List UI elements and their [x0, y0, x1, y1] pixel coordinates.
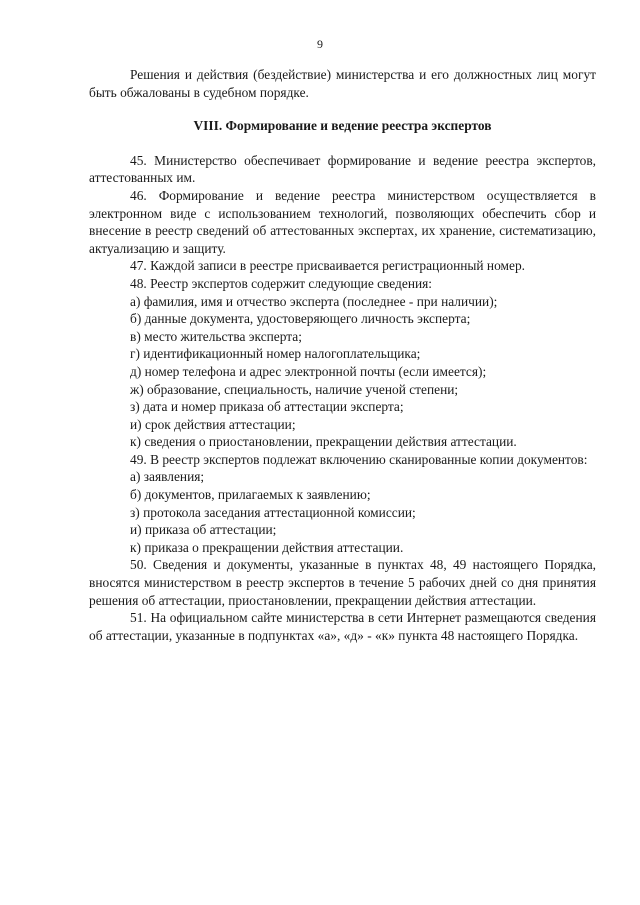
- list-item: з) протокола заседания аттестационной комиссии;: [130, 504, 416, 520]
- list-item: а) заявления;: [130, 469, 205, 485]
- paragraph-51: 51. На официальном сайте министерства в сети Интернет размещаются сведения об аттестации, указанные в подпунктах «а», «д» - «к» пункта 48 настоящего Порядка.: [89, 610, 596, 643]
- list-item: з) дата и номер приказа об аттестации эксперта;: [130, 399, 404, 415]
- document-body: [89, 66, 596, 644]
- section-heading: VIII. Формирование и ведение реестра экспертов: [193, 118, 492, 134]
- list-item: и) приказа об аттестации;: [130, 522, 277, 538]
- paragraph-46: 46. Формирование и ведение реестра министерством осуществляется в электронном виде с использованием технологий, позволяющих обеспечить сбор и внесение в реестр сведений об аттестованных экспертах, их хранение, систематизацию, актуализацию и защиту.: [89, 187, 596, 256]
- paragraph-50: 50. Сведения и документы, указанные в пунктах 48, 49 настоящего Порядка, вносятся министерством в реестр экспертов в течение 5 рабочих дней со дня принятия решения об аттестации, приостановлении, прекращении действия аттестации.: [89, 557, 596, 608]
- list-item: б) документов, прилагаемых к заявлению;: [130, 487, 371, 503]
- list-item: в) место жительства эксперта;: [130, 328, 302, 344]
- list-item: и) срок действия аттестации;: [130, 416, 296, 432]
- list-item: а) фамилия, имя и отчество эксперта (последнее - при наличии);: [130, 293, 498, 309]
- list-item: к) сведения о приостановлении, прекращении действия аттестации.: [130, 434, 517, 450]
- list-item: к) приказа о прекращении действия аттестации.: [130, 539, 404, 555]
- paragraph-49-lead: 49. В реестр экспертов подлежат включению сканированные копии документов:: [130, 451, 588, 467]
- list-item: г) идентификационный номер налогоплательщика;: [130, 346, 421, 362]
- intro-paragraph: Решения и действия (бездействие) министерства и его должностных лиц могут быть обжалованы в судебном порядке.: [89, 67, 596, 100]
- list-item: д) номер телефона и адрес электронной почты (если имеется);: [130, 363, 487, 379]
- paragraph-47: 47. Каждой записи в реестре присваивается регистрационный номер.: [130, 258, 525, 274]
- paragraph-48-lead: 48. Реестр экспертов содержит следующие сведения:: [130, 275, 433, 291]
- list-item: б) данные документа, удостоверяющего личность эксперта;: [130, 311, 471, 327]
- paragraph-45: 45. Министерство обеспечивает формирование и ведение реестра экспертов, аттестованных им.: [89, 152, 596, 186]
- list-item: ж) образование, специальность, наличие ученой степени;: [130, 381, 459, 397]
- page-number: 9: [317, 37, 323, 51]
